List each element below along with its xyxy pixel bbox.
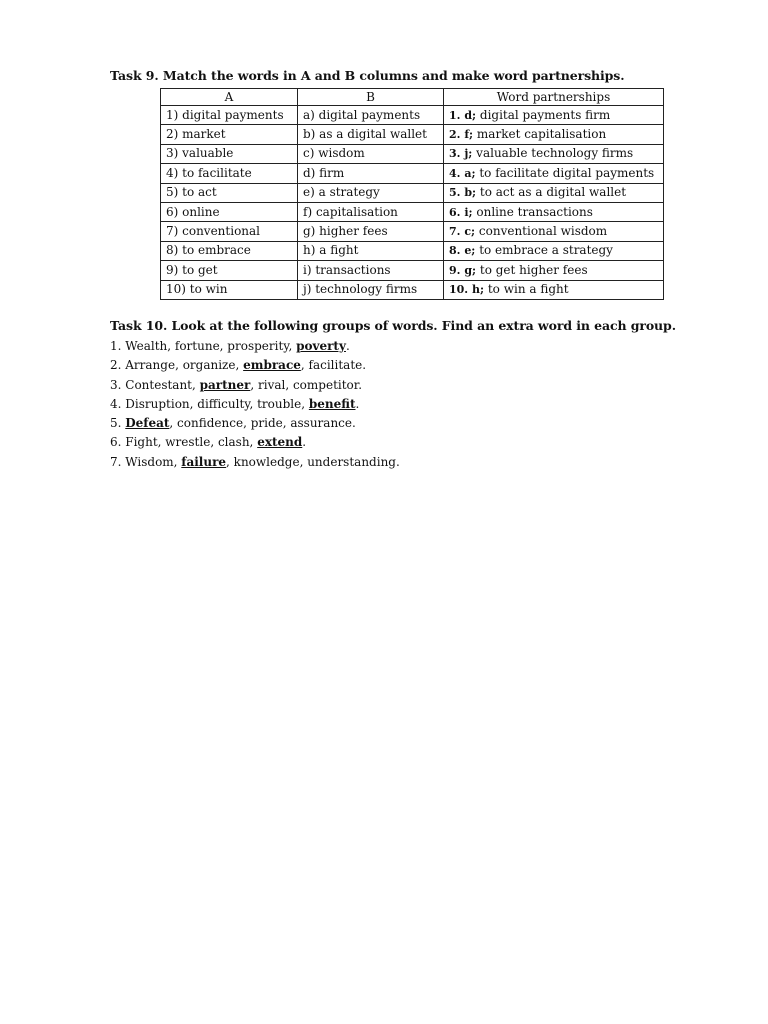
cell-partnership	[444, 280, 664, 299]
list-item	[110, 453, 400, 472]
cell-a: 6) online	[161, 202, 298, 221]
cell-b: h) a fight	[298, 241, 444, 260]
cell-a: 10) to win	[161, 280, 298, 299]
answer-key: 3. j;	[449, 147, 473, 161]
answer-key: 6. i;	[449, 205, 473, 219]
group-words-rest: , confidence, pride, assurance.	[169, 416, 356, 431]
word-groups-list	[110, 337, 400, 472]
extra-word: poverty	[296, 339, 346, 353]
extra-word: failure	[181, 454, 227, 469]
answer-key: 1. d;	[449, 108, 477, 122]
table-row	[161, 125, 664, 144]
answer-key: 8. e;	[449, 244, 476, 258]
cell-b: j) technology firms	[298, 280, 444, 299]
cell-partnership	[444, 125, 664, 144]
group-words: 1. Wealth, fortune, prosperity,	[110, 339, 297, 353]
table-row	[161, 261, 664, 280]
list-item	[110, 376, 400, 395]
group-words-rest: .	[355, 396, 360, 411]
table-row	[161, 222, 664, 241]
table-row	[161, 183, 664, 202]
cell-a: 2) market	[161, 125, 298, 144]
list-item	[110, 337, 400, 356]
answer-phrase: digital payments firm	[476, 107, 611, 122]
answer-key: 7. c;	[449, 225, 476, 239]
answer-key: 4. a;	[449, 166, 476, 180]
group-words: 4. Disruption, difficulty, trouble,	[110, 396, 309, 411]
cell-partnership	[444, 106, 664, 125]
group-words: 5.	[110, 416, 126, 431]
extra-word: partner	[199, 377, 251, 392]
answer-phrase: market capitalisation	[473, 127, 607, 142]
table-row	[161, 164, 664, 183]
answer-phrase: online transactions	[472, 204, 593, 219]
answer-phrase: to win a fight	[484, 282, 569, 297]
answer-phrase: to get higher fees	[476, 262, 588, 277]
table-row	[161, 106, 664, 125]
table-row	[161, 202, 664, 221]
group-words-rest: .	[302, 435, 307, 450]
answer-phrase: to facilitate digital payments	[475, 165, 655, 180]
task9-title: Task 9. Match the words in A and B columns and make word partnerships.	[110, 68, 625, 83]
answer-phrase: to embrace a strategy	[475, 243, 613, 258]
group-words-rest: , facilitate.	[300, 358, 367, 373]
cell-partnership	[444, 202, 664, 221]
cell-partnership	[444, 144, 664, 163]
cell-a: 9) to get	[161, 261, 298, 280]
column-header-b: B	[298, 89, 444, 106]
cell-b: c) wisdom	[298, 144, 444, 163]
cell-b: e) a strategy	[298, 183, 444, 202]
answer-key: 10. h;	[449, 283, 485, 297]
answer-phrase: conventional wisdom	[475, 224, 608, 239]
column-header-partnerships: Word partnerships	[444, 89, 664, 106]
cell-a: 7) conventional	[161, 222, 298, 241]
column-header-a: A	[161, 89, 298, 106]
table-row	[161, 241, 664, 260]
word-partnership-table	[160, 88, 664, 300]
group-words-rest: , rival, competitor.	[250, 377, 363, 392]
cell-b: i) transactions	[298, 261, 444, 280]
cell-a: 3) valuable	[161, 144, 298, 163]
extra-word: embrace	[243, 358, 301, 373]
cell-b: a) digital payments	[298, 106, 444, 125]
cell-partnership	[444, 183, 664, 202]
answer-key: 2. f;	[449, 128, 474, 142]
cell-b: d) firm	[298, 164, 444, 183]
list-item	[110, 414, 400, 433]
answer-key: 5. b;	[449, 186, 477, 200]
task10-title: Task 10. Look at the following groups of words. Find an extra word in each group.	[110, 318, 676, 333]
extra-word: extend	[257, 435, 303, 450]
group-words-rest: , knowledge, understanding.	[226, 454, 400, 469]
answer-phrase: valuable technology firms	[472, 146, 634, 161]
group-words: 3. Contestant,	[110, 377, 200, 392]
cell-b: f) capitalisation	[298, 202, 444, 221]
list-item	[110, 356, 400, 375]
cell-a: 5) to act	[161, 183, 298, 202]
extra-word: benefit	[308, 396, 356, 411]
table-row	[161, 144, 664, 163]
group-words-rest: .	[345, 339, 350, 353]
table-row	[161, 280, 664, 299]
cell-b: g) higher fees	[298, 222, 444, 241]
cell-partnership	[444, 164, 664, 183]
answer-phrase: to act as a digital wallet	[476, 185, 627, 200]
cell-a: 8) to embrace	[161, 241, 298, 260]
cell-a: 4) to facilitate	[161, 164, 298, 183]
answer-key: 9. g;	[449, 263, 477, 277]
group-words: 6. Fight, wrestle, clash,	[110, 435, 258, 450]
extra-word: Defeat	[125, 416, 170, 431]
cell-partnership	[444, 241, 664, 260]
cell-partnership	[444, 222, 664, 241]
cell-b: b) as a digital wallet	[298, 125, 444, 144]
list-item	[110, 395, 400, 414]
list-item	[110, 433, 400, 452]
table-header-row	[161, 89, 664, 106]
group-words: 2. Arrange, organize,	[110, 358, 244, 373]
cell-a: 1) digital payments	[161, 106, 298, 125]
group-words: 7. Wisdom,	[110, 454, 182, 469]
cell-partnership	[444, 261, 664, 280]
